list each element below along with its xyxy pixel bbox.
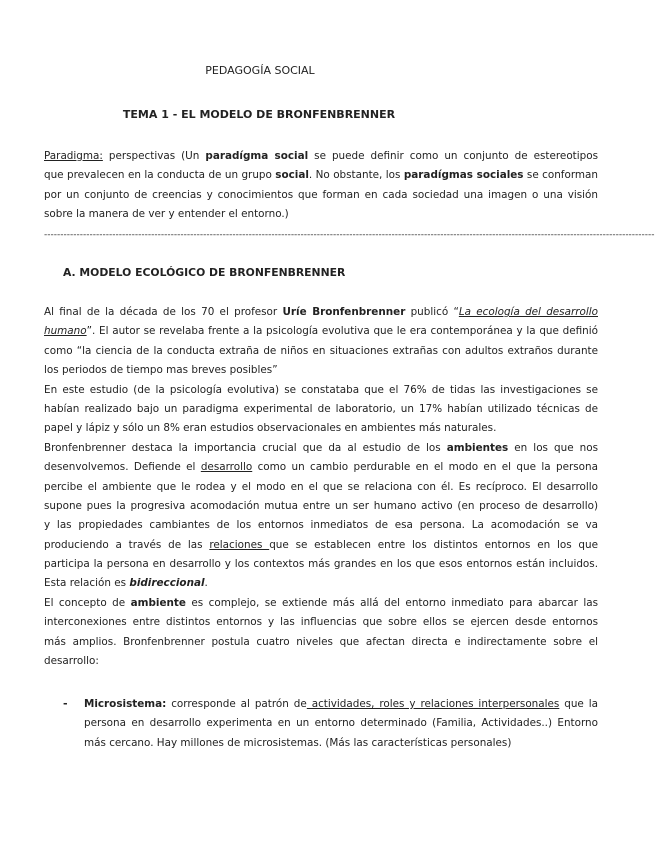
text-run: que se establecen entre los distintos entornos en los que	[269, 538, 599, 551]
bold-term: paradígma social	[205, 150, 309, 162]
text-run: El concepto de	[44, 596, 131, 609]
text-line: como “la ciencia de la conducta extraña de niños en situaciones extrañas con adultos extraños durante	[44, 344, 598, 357]
text-run: que la	[559, 698, 599, 710]
text-run: Al final de la década de los 70 el profesor	[44, 306, 283, 318]
bold-term: ambiente	[130, 596, 186, 609]
text-line: los periodos de tiempo mas breves posibles”	[44, 364, 278, 377]
text-run: en los que nos	[508, 441, 598, 454]
text-line: y las propiedades cambiantes de los entornos inmediatos de esa persona. La acomodación se va	[44, 519, 598, 532]
bullet-marker: -	[63, 697, 68, 710]
text-line	[44, 439, 598, 458]
text-run: publicó “	[405, 306, 459, 318]
author-name: Uríe Bronfenbrenner	[282, 306, 406, 318]
text-line: percibe el ambiente que le rodea y el modo en el que se relaciona con él. Es recíproco. El desarrollo	[44, 480, 598, 493]
paradigma-term: Paradigma:	[44, 150, 103, 162]
text-line: desarrollo:	[44, 655, 99, 668]
text-line: por un conjunto de creencias y conocimientos que forman en cada sociedad una imagen o una visión	[44, 188, 598, 201]
text-run: produciendo a través de las	[44, 538, 210, 551]
text-line	[44, 303, 598, 322]
text-line: habían realizado bajo un paradigma experimental de laboratorio, un 17% habían utilizado técnicas de	[44, 402, 598, 415]
text-run: es complejo, se extiende más allá del entorno inmediato para abarcar las	[185, 596, 598, 609]
bold-term: bidireccional	[129, 577, 205, 590]
text-line: más cercano. Hay millones de microsistemas. (Más las características personales)	[84, 736, 512, 749]
text-line	[44, 166, 598, 185]
text-line	[44, 322, 598, 341]
text-run: Bronfenbrenner destaca la importancia crucial que da al estudio de los	[44, 441, 447, 454]
text-run: corresponde al patrón de	[166, 698, 307, 710]
text-line	[44, 536, 598, 555]
body-text	[44, 303, 598, 671]
bullet-item	[84, 695, 598, 753]
text-line	[84, 695, 598, 714]
text-line	[44, 458, 598, 477]
bold-term: paradígmas sociales	[403, 169, 524, 182]
section-divider: --------------------------------------------------------------------------------------------------------------------------------------------------------------------------------------------	[44, 230, 655, 240]
course-title: PEDAGOGÍA SOCIAL	[205, 64, 315, 77]
text-run: .	[204, 577, 208, 590]
book-title: La ecología del desarrollo	[458, 306, 598, 318]
text-run: se conforman	[523, 169, 598, 182]
text-run: como un cambio perdurable en el modo en el que la persona	[252, 461, 598, 474]
underlined-term: actividades, roles y relaciones interpersonales	[306, 698, 560, 710]
text-run: se puede definir como un conjunto de estereotipos	[308, 150, 598, 162]
text-line: supone pues la progresiva acomodación mutua entre un ser humano activo (en proceso de desarrollo)	[44, 499, 598, 512]
section-heading: A. MODELO ECOLÓGICO DE BRONFENBRENNER	[63, 266, 346, 279]
topic-heading: TEMA 1 - EL MODELO DE BRONFENBRENNER	[122, 108, 396, 121]
text-line: sobre la manera de ver y entender el entorno.)	[44, 208, 289, 221]
text-line: papel y lápiz y sólo un 8% eran estudios observacionales en ambientes más naturales.	[44, 422, 497, 435]
book-title: humano	[44, 325, 87, 338]
bullet-term: Microsistema:	[84, 698, 167, 710]
underlined-term: relaciones	[209, 538, 270, 551]
bold-term: ambientes	[446, 441, 509, 454]
text-run: perspectivas (Un	[102, 150, 206, 162]
text-line	[44, 574, 598, 593]
bold-term: social	[275, 169, 309, 182]
paradigma-paragraph	[44, 147, 598, 225]
text-line	[44, 147, 598, 166]
text-line: persona en desarrollo experimenta en un entorno determinado (Familia, Actividades..) Entorno	[84, 717, 598, 730]
text-run: desenvolvemos. Defiende el	[44, 461, 201, 474]
text-line: participa la persona en desarrollo y los contextos más grandes en los que esos entornos están incluidos.	[44, 558, 598, 571]
text-line: En este estudio (de la psicología evolutiva) se constataba que el 76% de tidas las investigaciones se	[44, 383, 598, 396]
text-line	[44, 594, 598, 613]
text-run: . No obstante, los	[308, 169, 404, 182]
text-line: interconexiones entre distintos entornos y las influencias que sobre ellos se ejercen desde entornos	[44, 616, 598, 629]
text-line: más amplios. Bronfenbrenner postula cuatro niveles que afectan directa e indirectamente sobre el	[44, 635, 598, 648]
text-run: ”. El autor se revelaba frente a la psicología evolutiva que le era contemporánea y la que definió	[86, 325, 598, 338]
text-run: Esta relación es	[44, 577, 130, 590]
text-run: que prevalecen en la conducta de un grupo	[44, 169, 276, 182]
underlined-term: desarrollo	[200, 461, 253, 474]
